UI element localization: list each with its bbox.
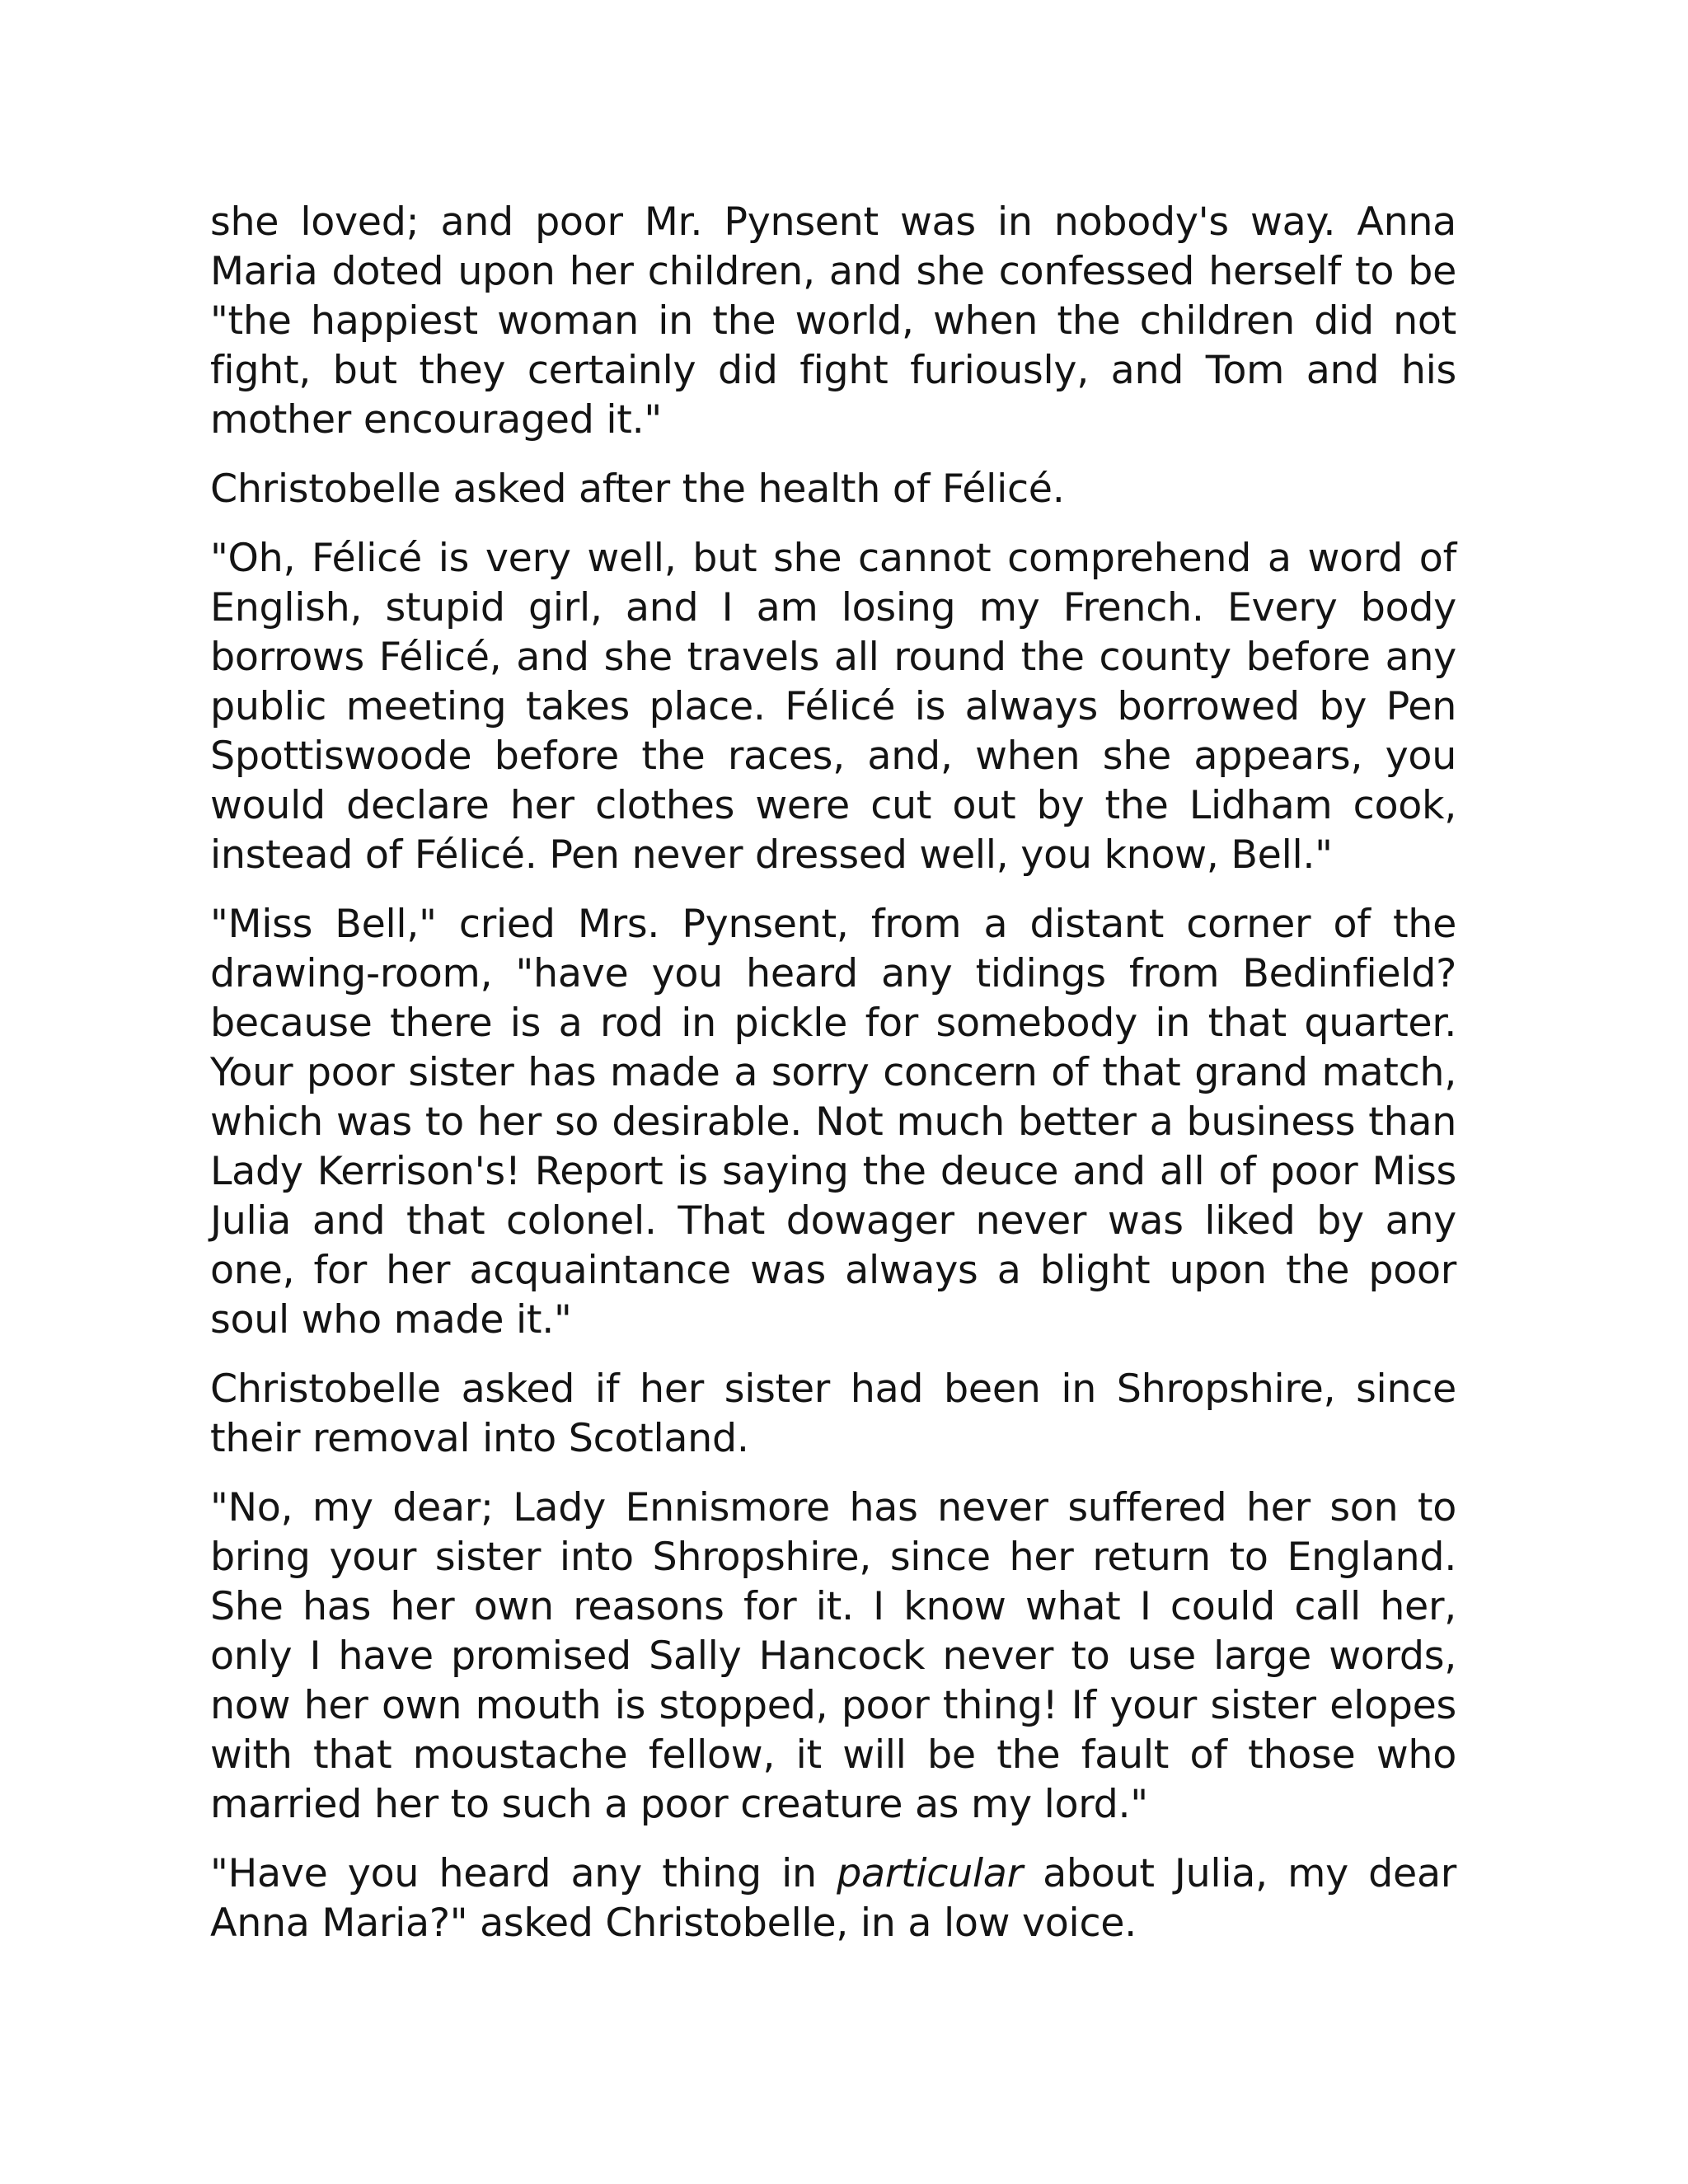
paragraph-7-before: "Have you heard any thing in xyxy=(210,1851,837,1896)
paragraph-4: "Miss Bell," cried Mrs. Pynsent, from a distant corner of the drawing-room, "have you heard any tidings from Bedinfield? because there is a rod in pickle for somebody in that quarter. Your poor sister has made a sorry concern of that grand match, which was to her so desirable. Not much better a business than Lady Kerrison's! Report is saying the deuce and all of poor Miss Julia and that colonel. That dowager never was liked by any one, for her acquaintance was always a blight upon the poor soul who made it." xyxy=(210,902,1456,1343)
paragraph-5: Christobelle asked if her sister had been in Shropshire, since their removal into Scotland. xyxy=(210,1366,1456,1461)
paragraph-6: "No, my dear; Lady Ennismore has never suffered her son to bring your sister into Shropshire, since her return to England. She has her own reasons for it. I know what I could call her, only I have promised Sally Hancock never to use large words, now her own mouth is stopped, poor thing! If your sister elopes with that moustache fellow, it will be the fault of those who married her to such a poor creature as my lord." xyxy=(210,1485,1456,1827)
paragraph-7-emphasis: particular xyxy=(837,1851,1023,1896)
paragraph-7 xyxy=(210,1849,1456,1948)
document-page xyxy=(210,198,1456,1968)
paragraph-3: "Oh, Félicé is very well, but she cannot comprehend a word of English, stupid girl, and I am losing my French. Every body borrows Félicé, and she travels all round the county before any public meeting takes place. Félicé is always borrowed by Pen Spottiswoode before the races, and, when she appears, you would declare her clothes were cut out by the Lidham cook, instead of Félicé. Pen never dressed well, you know, Bell." xyxy=(210,536,1456,878)
paragraph-7-after: about Julia, my dear Anna Maria?" asked Christobelle, in a low voice. xyxy=(210,1851,1456,1946)
paragraph-1: she loved; and poor Mr. Pynsent was in nobody's way. Anna Maria doted upon her children, and she confessed herself to be "the happiest woman in the world, when the children did not fight, but they certainly did fight furiously, and Tom and his mother encouraged it." xyxy=(210,199,1456,443)
paragraph-2: Christobelle asked after the health of Félicé. xyxy=(210,466,1065,512)
